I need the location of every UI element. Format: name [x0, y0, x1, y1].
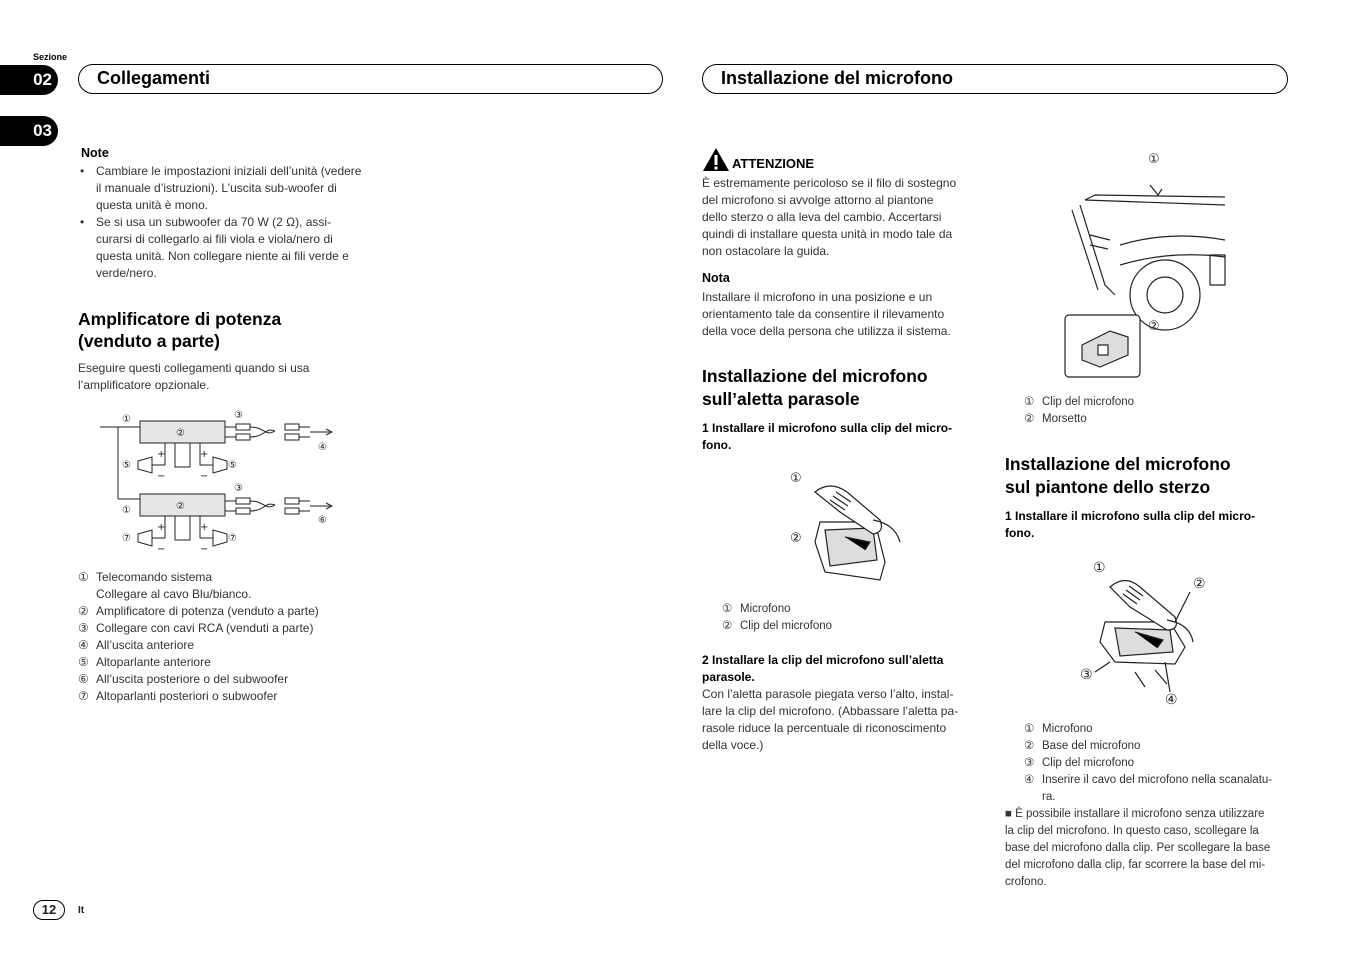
tip-text: ■ È possibile installare il microfono senza utilizzare la clip del microfono. In questo caso, scollegare la base del microfono dalla clip. Per scollegare la base del microfono dalla clip, far scorrere la base del mi- crofono. [1005, 808, 1271, 888]
legend-item: ② Amplificatore di potenza (venduto a parte) [78, 604, 319, 618]
warning-icon [702, 147, 730, 173]
sun-visor-title-line2: sull’aletta parasole [702, 389, 860, 409]
car-label-1: ① [1148, 152, 1160, 167]
step2-line1: 2 Installare la clip del microfono sull’aletta [702, 653, 944, 667]
right-section-title: Installazione del microfono [702, 64, 1288, 94]
steering-column-title-line1: Installazione del microfono [1005, 454, 1231, 474]
car-legend [1024, 394, 1134, 428]
nota-text: Installare il microfono in una posizione e un orientamento tale da consentire il rilevamento della voce della persona che utilizza il sistema. [702, 290, 951, 338]
amp-legend [78, 569, 378, 705]
legend-item: ② Morsetto [1024, 413, 1087, 425]
note-heading: Note [81, 146, 109, 160]
diagram-label-2: ② [176, 428, 185, 439]
diagram-label-5: ⑤ [122, 460, 131, 471]
legend-item: ④ All’uscita anteriore [78, 638, 195, 652]
legend-item: ⑥ All’uscita posteriore o del subwoofer [78, 672, 289, 686]
diagram-label-2b: ② [176, 501, 185, 512]
sezione-label: Sezione [33, 52, 68, 62]
amp-title-line1: Amplificatore di potenza [78, 309, 282, 329]
note-item: • Cambiare le impostazioni iniziali dell’unità (vedere il manuale d’istruzioni). L’uscita sub-woofer di questa unità è mono. [78, 163, 362, 214]
steering-column-title-line2: sul piantone dello sterzo [1005, 477, 1211, 497]
sun-visor-title-line1: Installazione del microfono [702, 366, 928, 386]
legend-item: ① Microfono [1024, 723, 1093, 735]
diagram-label-6: ⑥ [318, 515, 327, 526]
diagram-label-3: ③ [234, 410, 243, 421]
note-item: • Se si usa un subwoofer da 70 W (2 Ω), assi-curarsi di collegarlo ai fili viola e viola/nero di questa unità. Non collegare niente ai fili verde e verde/nero. [78, 214, 362, 282]
diagram-label-5b: ⑤ [228, 460, 237, 471]
amp-intro-line2: l’amplificatore opzionale. [78, 378, 210, 392]
legend-item: ④ Inserire il cavo del microfono nella scanalatu- [1024, 774, 1273, 786]
mic-clip-legend [722, 601, 832, 635]
base-fig-label-4: ④ [1165, 692, 1178, 708]
base-fig-label-2: ② [1193, 576, 1206, 592]
col-step1-line1: 1 Installare il microfono sulla clip del micro- [1005, 509, 1256, 523]
legend-item: ② Base del microfono [1024, 740, 1141, 752]
legend-item: Collegare al cavo Blu/bianco. [96, 587, 252, 601]
notes-list [78, 163, 362, 282]
base-fig-label-3: ③ [1080, 667, 1093, 683]
nota-heading: Nota [702, 271, 730, 285]
col-step1-line2: fono. [1005, 526, 1035, 540]
legend-item: ③ Clip del microfono [1024, 757, 1135, 769]
page-number: 12 [33, 900, 65, 920]
diagram-minus: − [157, 544, 166, 555]
mic-base-legend [1024, 721, 1294, 806]
step2-line2: parasole. [702, 670, 755, 684]
diagram-minus: − [200, 471, 209, 482]
microphone-clip-figure [785, 462, 905, 587]
legend-item: ① Microfono [722, 603, 791, 615]
diagram-label-3b: ③ [234, 483, 243, 494]
amp-title-line2: (venduto a parte) [78, 331, 220, 351]
step2-text: Con l’aletta parasole piegata verso l’alto, instal- lare la clip del microfono. (Abbassare l’aletta pa- rasole riduce la percentuale di riconoscimento della voce.) [702, 687, 959, 752]
base-fig-label-1: ① [1093, 560, 1106, 576]
diagram-label-1: ① [122, 414, 131, 425]
diagram-plus: + [157, 522, 166, 533]
fig-label-1: ① [790, 471, 802, 486]
diagram-label-7b: ⑦ [228, 533, 237, 544]
car-interior-figure [1060, 145, 1230, 380]
diagram-plus: + [200, 522, 209, 533]
legend-item: ① Clip del microfono [1024, 396, 1135, 408]
diagram-label-4: ④ [318, 442, 327, 453]
legend-item: ② Clip del microfono [722, 620, 833, 632]
left-section-title: Collegamenti [78, 64, 663, 94]
diagram-minus: − [200, 544, 209, 555]
legend-item: ⑦ Altoparlanti posteriori o subwoofer [78, 689, 278, 703]
section-tab-02[interactable]: 02 [0, 65, 58, 95]
legend-item: ⑤ Altoparlante anteriore [78, 655, 211, 669]
amp-intro-line1: Eseguire questi collegamenti quando si usa [78, 361, 310, 375]
legend-item: ③ Collegare con cavi RCA (venduti a parte) [78, 621, 314, 635]
microphone-base-figure [1075, 552, 1225, 712]
legend-item: ra. [1042, 791, 1056, 803]
caution-text: È estremamente pericoloso se il filo di sostegno del microfono si avvolge attorno al piantone dello sterzo o alla leva del cambio. Accertarsi quindi di installare questa unità in modo tale da non ostacolare la guida. [702, 176, 957, 258]
diagram-plus: + [200, 449, 209, 460]
step1-line2: fono. [702, 438, 732, 452]
legend-item: ① Telecomando sistema [78, 570, 213, 584]
language-code: It [78, 905, 85, 916]
step1-line1: 1 Installare il microfono sulla clip del micro- [702, 421, 953, 435]
amplifier-wiring-diagram [100, 405, 350, 555]
section-tab-03[interactable]: 03 [0, 116, 58, 146]
fig-label-2: ② [790, 531, 802, 546]
diagram-minus: − [157, 471, 166, 482]
car-label-2: ② [1148, 319, 1160, 334]
diagram-label-1b: ① [122, 505, 131, 516]
caution-heading: ATTENZIONE [732, 156, 815, 171]
diagram-label-7: ⑦ [122, 533, 131, 544]
diagram-plus: + [157, 449, 166, 460]
